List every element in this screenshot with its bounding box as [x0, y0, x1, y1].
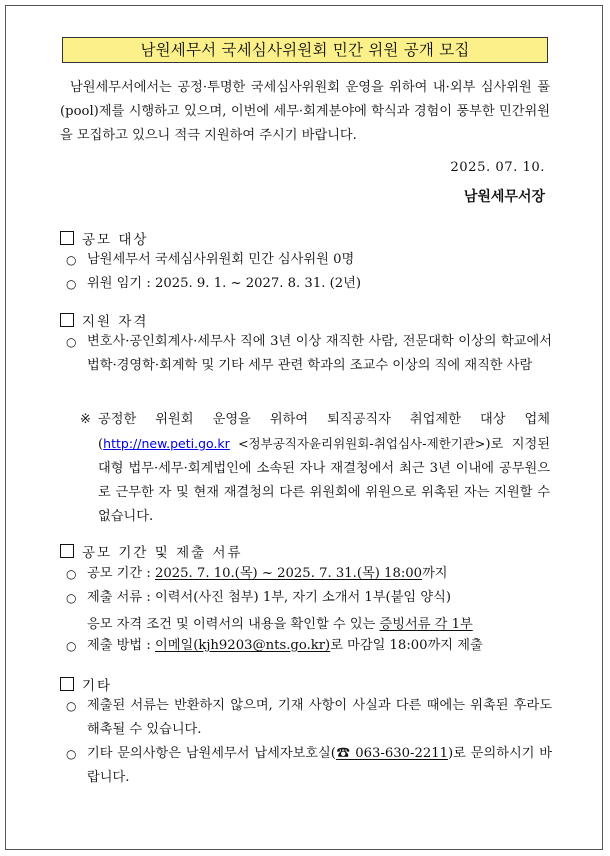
section-heading-period: 공모 기간 및 제출 서류 [60, 541, 243, 561]
checkbox-square-icon [60, 231, 74, 245]
email-address[interactable]: 이메일(kjh9203@nts.go.kr) [154, 638, 331, 653]
section-heading-etc: 기타 [60, 674, 112, 694]
circle-bullet-icon: ○ [66, 591, 77, 605]
page-title: 남원세무서 국세심사위원회 민간 위원 공개 모집 [62, 37, 548, 63]
list-item: ○ 변호사·공인회계사·세무사 직에 3년 이상 재직한 사람, 전문대학 이상의 학교에서 법학·경영학·회계학 및 기타 세무 관련 학과의 조교수 이상의 직에 재직한 사람 [66, 330, 552, 378]
circle-bullet-icon: ○ [66, 253, 77, 267]
section-heading-target: 공모 대상 [60, 228, 148, 248]
reference-mark-icon: ※ [80, 412, 92, 427]
list-item: ○ 위원 임기 : 2025. 9. 1. ~ 2027. 8. 31. (2년) [66, 272, 552, 296]
section-heading-qualification: 지원 자격 [60, 310, 148, 330]
circle-bullet-icon: ○ [66, 699, 77, 713]
list-item: ○ 제출 서류 : 이력서(사진 첨부) 1부, 자기 소개서 1부(붙임 양식) [66, 586, 552, 610]
circle-bullet-icon: ○ [66, 639, 77, 653]
circle-bullet-icon: ○ [66, 335, 77, 349]
circle-bullet-icon: ○ [66, 567, 77, 581]
list-item: ○ 기타 문의사항은 남원세무서 납세자보호실(☎ 063-630-2211)로 문의하시기 바랍니다. [66, 742, 552, 790]
qualification-note: ※ 공정한 위원회 운영을 위하여 퇴직공직자 취업제한 대상 업체 (http://new.peti.go.kr <정부공직자윤리위원회-취업심사-제한기관>)로 지정된 대형 법무·세무·회계법인에 소속된 자나 재결청에서 최근 3년 이내에 공무원으로 근무한 자 및 현재 재결청의 다른 위원회에 위원으로 위촉된 자는 지원할 수 없습니다. [80, 408, 550, 529]
checkbox-square-icon [60, 544, 74, 558]
checkbox-square-icon [60, 677, 74, 691]
list-item: ○ 공모 기간 : 2025. 7. 10.(목) ~ 2025. 7. 31.(목) 18:00까지 [66, 562, 552, 586]
circle-bullet-icon: ○ [66, 747, 77, 761]
list-item: ○ 제출 방법 : 이메일(kjh9203@nts.go.kr)로 마감일 18:00까지 제출 [66, 634, 552, 658]
phone-number: ☎ 063-630-2211 [335, 746, 449, 761]
list-item: ○ 제출된 서류는 반환하지 않으며, 기재 사항이 사실과 다른 때에는 위촉된 후라도 해촉될 수 있습니다. [66, 694, 552, 742]
docs-detail: 응모 자격 조건 및 이력서의 내용을 확인할 수 있는 증빙서류 각 1부 [87, 617, 473, 632]
checkbox-square-icon [60, 313, 74, 327]
list-item: ○ 남원세무서 국세심사위원회 민간 심사위원 0명 [66, 248, 552, 272]
intro-paragraph: 남원세무서에서는 공정·투명한 국세심사위원회 운영을 위하여 내·외부 심사위원 풀(pool)제를 시행하고 있으며, 이번에 세무·회계분야에 학식과 경험이 풍부한 민간위원을 모집하고 있으니 적극 지원하여 주시기 바랍니다. [60, 80, 550, 143]
signature: 남원세무서장 [463, 189, 545, 205]
notice-date: 2025. 07. 10. [450, 160, 545, 175]
peti-link[interactable]: http://new.peti.go.kr [103, 436, 230, 451]
circle-bullet-icon: ○ [66, 277, 77, 291]
